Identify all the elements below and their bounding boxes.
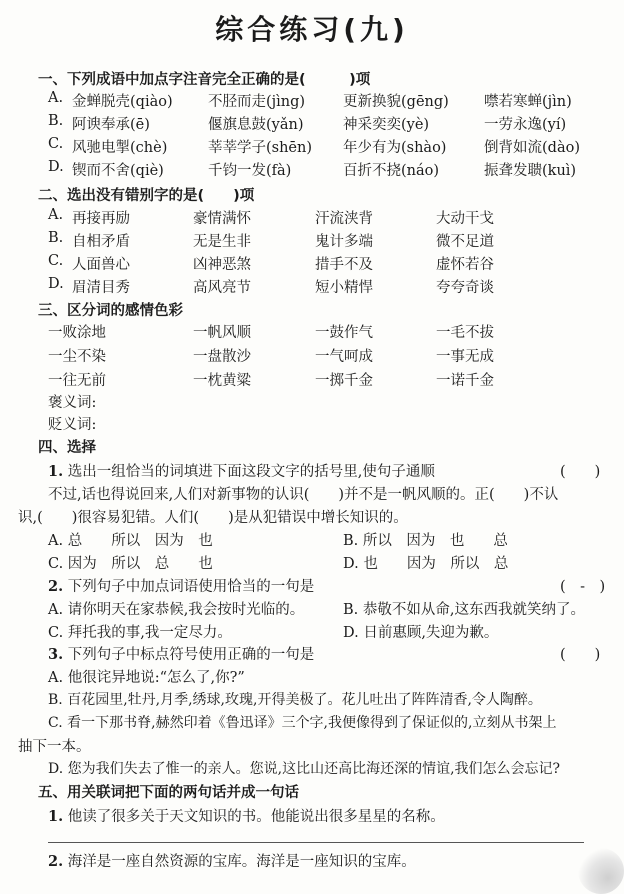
section-4-heading: 四、选择 — [38, 440, 96, 456]
question-number: 2. — [48, 578, 64, 595]
question-text: 选出一组恰当的词填进下面这段文字的括号里,使句子通顺 — [67, 464, 435, 480]
s3-row-2 — [0, 345, 624, 369]
option-label: B. — [48, 113, 64, 129]
s2-row-c — [0, 253, 624, 277]
section-2-heading: 二、选出没有错别字的是( )项 — [38, 188, 255, 204]
q1-option: A. 总 所以 因为 也 — [48, 533, 213, 549]
s1-row-b — [0, 113, 624, 137]
word-item: 短小精悍 — [315, 280, 373, 296]
idiom-item: 一败涂地 — [48, 325, 106, 341]
question-number: 3. — [48, 646, 64, 663]
question-text: 下列句子中加点词语使用恰当的一句是 — [67, 579, 315, 595]
idiom-item: 更新换貌(gēng) — [343, 94, 449, 110]
commendatory-label: 褒义词: — [48, 395, 97, 411]
idiom-item: 年少有为(shào) — [343, 140, 447, 156]
option-label: A. — [48, 207, 64, 223]
question-text: 海洋是一座自然资源的宝库。海洋是一座知识的宝库。 — [67, 854, 416, 870]
word-item: 凶神恶煞 — [193, 257, 251, 273]
q2-option: B. 恭敬不如从命,这东西我就笑纳了。 — [343, 602, 585, 618]
word-item: 大动干戈 — [436, 211, 494, 227]
answer-paren: ( ) — [560, 647, 601, 663]
idiom-item: 千钧一发(fà) — [208, 163, 292, 179]
question-text: 下列句子中标点符号使用正确的一句是 — [67, 647, 315, 663]
idiom-item: 一诺千金 — [436, 373, 494, 389]
word-item: 汗流浃背 — [315, 211, 373, 227]
idiom-item: 一尘不染 — [48, 349, 106, 365]
q1-passage-line: 识,( )很容易犯错。人们( )是从犯错误中增长知识的。 — [18, 510, 408, 526]
q3-stem — [48, 643, 314, 664]
q1-option: B. 所以 因为 也 总 — [343, 533, 508, 549]
idiom-item: 锲而不舍(qiè) — [72, 163, 164, 179]
corner-stamp-mark — [578, 848, 624, 894]
option-label: B. — [48, 230, 64, 246]
idiom-item: 噤若寒蝉(jìn) — [484, 94, 572, 110]
s2-row-d — [0, 276, 624, 300]
question-number: 1. — [48, 808, 64, 825]
q1-stem — [48, 460, 435, 481]
question-text: 他读了很多关于天文知识的书。他能说出很多星星的名称。 — [67, 809, 445, 825]
q2-stem — [48, 575, 314, 596]
q3-option: C. 看一下那书脊,赫然印着《鲁迅译》三个字,我便像得到了保证似的,立刻从书架上 — [48, 715, 557, 731]
q2-option: D. 日前惠顾,失迎为歉。 — [343, 625, 499, 641]
idiom-item: 一往无前 — [48, 373, 106, 389]
idiom-item: 百折不挠(náo) — [343, 163, 440, 179]
idiom-item: 阿谀奉承(ē) — [72, 117, 150, 133]
question-number: 1. — [48, 463, 64, 480]
q2-option: A. 请你明天在家恭候,我会按时光临的。 — [48, 602, 305, 618]
idiom-item: 一劳永逸(yí) — [484, 117, 567, 133]
q3-option: A. 他很诧异地说:“怎么了,你?” — [48, 670, 245, 686]
answer-paren: ( ) — [560, 464, 601, 480]
idiom-item: 金蝉脱壳(qiào) — [72, 94, 173, 110]
s1-row-d — [0, 159, 624, 183]
word-item: 自相矛盾 — [72, 234, 130, 250]
section-1-heading: 一、下列成语中加点字注音完全正确的是( )项 — [38, 72, 371, 88]
word-item: 人面兽心 — [72, 257, 130, 273]
idiom-item: 偃旗息鼓(yǎn) — [208, 117, 304, 133]
idiom-item: 风驰电掣(chè) — [72, 140, 168, 156]
idiom-item: 一毛不拔 — [436, 325, 494, 341]
s3-row-3 — [0, 369, 624, 393]
page-title: 综合练习(九) — [215, 13, 409, 46]
q3-option: D. 您为我们失去了惟一的亲人。您说,这比山还高比海还深的情谊,我们怎么会忘记? — [48, 761, 561, 777]
word-item: 无是生非 — [193, 234, 251, 250]
q3-option: B. 百花园里,牡丹,月季,绣球,玫瑰,开得美极了。花儿吐出了阵阵清香,令人陶醉。 — [48, 692, 542, 708]
idiom-item: 一气呵成 — [315, 349, 373, 365]
s2-row-a — [0, 207, 624, 231]
option-label: C. — [48, 136, 64, 152]
idiom-item: 一盘散沙 — [193, 349, 251, 365]
option-label: D. — [48, 276, 64, 292]
idiom-item: 不胫而走(jìng) — [208, 94, 306, 110]
idiom-item: 一鼓作气 — [315, 325, 373, 341]
derogatory-label: 贬义词: — [48, 417, 97, 433]
idiom-item: 一枕黄粱 — [193, 373, 251, 389]
word-item: 豪情满怀 — [193, 211, 251, 227]
q1-passage-line: 不过,话也得说回来,人们对新事物的认识( )并不是一帆风顺的。正( )不认 — [48, 487, 559, 503]
word-item: 鬼计多端 — [315, 234, 373, 250]
section-3-heading: 三、区分词的感情色彩 — [38, 303, 183, 319]
question-number: 2. — [48, 853, 64, 870]
word-item: 眉清目秀 — [72, 280, 130, 296]
idiom-item: 倒背如流(dào) — [484, 140, 580, 156]
section-5-heading: 五、用关联词把下面的两句话并成一句话 — [38, 785, 299, 801]
s1-row-a — [0, 90, 624, 114]
word-item: 夸夸奇谈 — [436, 280, 494, 296]
q2-option: C. 拜托我的事,我一定尽力。 — [48, 625, 232, 641]
option-label: C. — [48, 253, 64, 269]
idiom-item: 一掷千金 — [315, 373, 373, 389]
q3-option-continued: 抽下一本。 — [18, 739, 91, 755]
idiom-item: 一事无成 — [436, 349, 494, 365]
s2-row-b — [0, 230, 624, 254]
word-item: 高风亮节 — [193, 280, 251, 296]
answer-line[interactable] — [48, 842, 584, 843]
idiom-item: 一帆风顺 — [193, 325, 251, 341]
word-item: 措手不及 — [315, 257, 373, 273]
idiom-item: 神采奕奕(yè) — [343, 117, 430, 133]
s5-question-2 — [48, 850, 416, 871]
word-item: 虚怀若谷 — [436, 257, 494, 273]
s3-row-1 — [0, 321, 624, 345]
q1-option: D. 也 因为 所以 总 — [343, 556, 509, 572]
s5-question-1 — [48, 805, 445, 826]
answer-paren: ( - ) — [560, 579, 606, 595]
word-item: 再接再励 — [72, 211, 130, 227]
idiom-item: 莘莘学子(shēn) — [208, 140, 313, 156]
option-label: D. — [48, 159, 64, 175]
s1-row-c — [0, 136, 624, 160]
word-item: 微不足道 — [436, 234, 494, 250]
idiom-item: 振聋发聩(kuì) — [484, 163, 577, 179]
q1-option: C. 因为 所以 总 也 — [48, 556, 213, 572]
option-label: A. — [48, 90, 64, 106]
